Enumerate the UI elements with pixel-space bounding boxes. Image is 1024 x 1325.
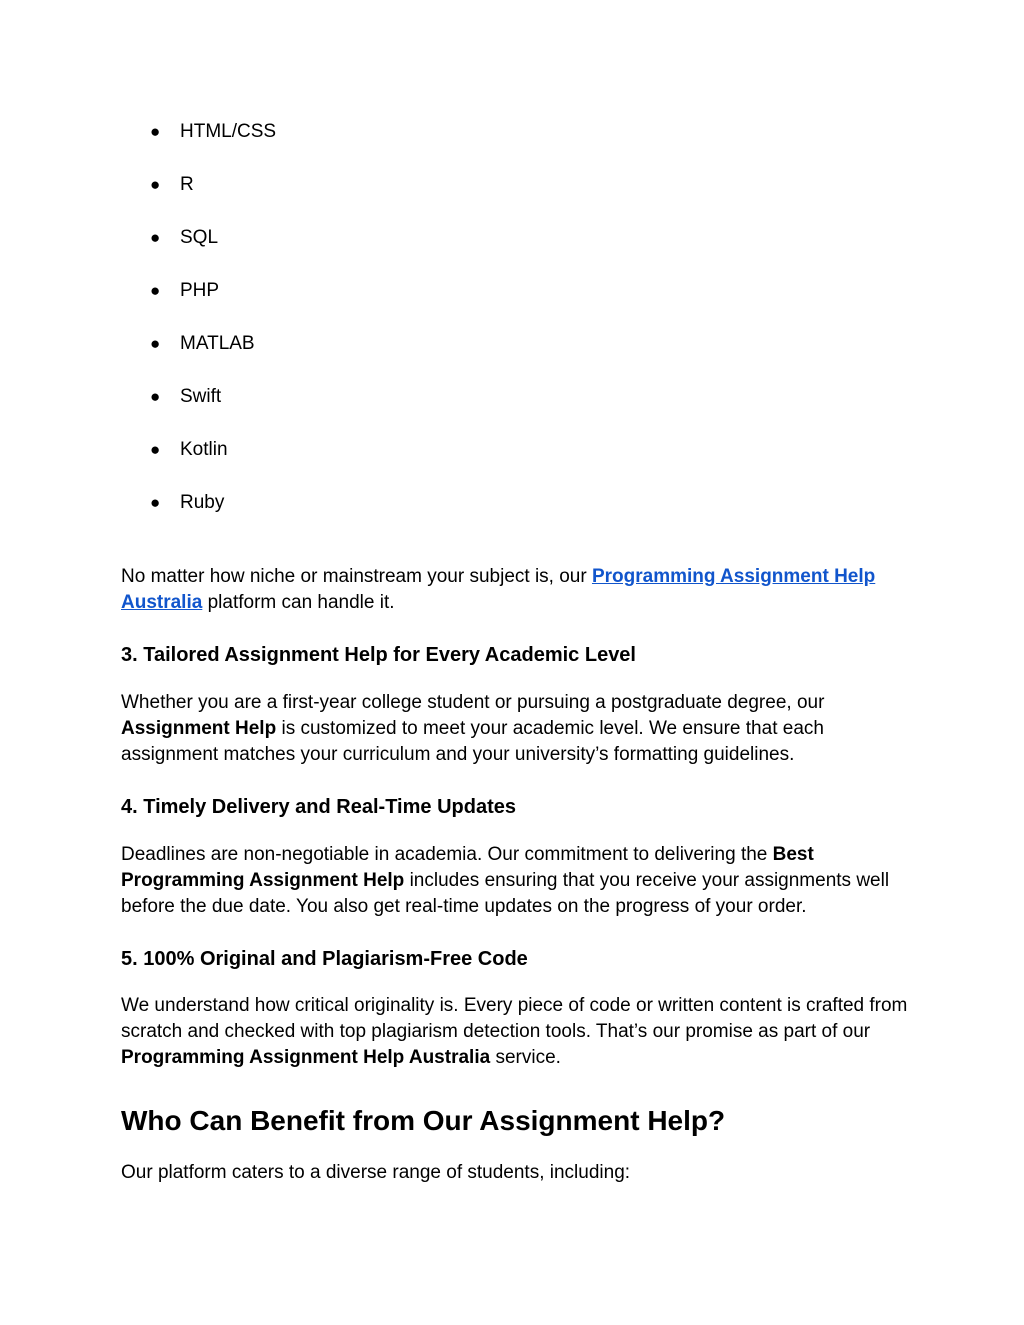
list-item: ● Swift <box>150 383 276 436</box>
programming-assignment-help-australia-link[interactable]: Programming Assignment Help Australia <box>121 566 876 613</box>
bullet-icon: ● <box>150 281 161 300</box>
who-can-benefit-heading: Who Can Benefit from Our Assignment Help? <box>121 1105 726 1136</box>
bullet-icon: ● <box>150 175 161 194</box>
bullet-icon: ● <box>150 334 161 353</box>
bullet-icon: ● <box>150 387 161 406</box>
list-item: ● Ruby <box>150 489 276 542</box>
section-5-heading: 5. 100% Original and Plagiarism-Free Code <box>121 948 528 970</box>
section-3-paragraph: Whether you are a first-year college student or pursuing a postgraduate degree, our Assignment Help is customized to meet your academic level. We ensure that each assignment matches your curriculum and your university’s formatting guidelines. <box>121 692 825 765</box>
section-4-paragraph: Deadlines are non-negotiable in academia. Our commitment to delivering the Best Programming Assignment Help includes ensuring that you receive your assignments well before the due date. You also get real-time updates on the progress of your order. <box>121 844 890 917</box>
list-item: ● Kotlin <box>150 436 276 489</box>
intro-paragraph: No matter how niche or mainstream your subject is, our Programming Assignment Help Australia platform can handle it. <box>121 566 876 613</box>
section-3-heading: 3. Tailored Assignment Help for Every Academic Level <box>121 644 636 666</box>
list-item: ● PHP <box>150 277 276 330</box>
list-item: ● MATLAB <box>150 330 276 383</box>
bullet-icon: ● <box>150 440 161 459</box>
section-4-heading: 4. Timely Delivery and Real-Time Updates <box>121 796 516 818</box>
list-item: ● R <box>150 171 276 224</box>
bullet-icon: ● <box>150 122 161 141</box>
bullet-icon: ● <box>150 228 161 247</box>
who-can-benefit-paragraph: Our platform caters to a diverse range of students, including: <box>121 1162 631 1183</box>
list-item: ● SQL <box>150 224 276 277</box>
list-item: ● HTML/CSS <box>150 118 276 171</box>
language-list <box>150 118 276 542</box>
bullet-icon: ● <box>150 493 161 512</box>
section-5-paragraph: We understand how critical originality is. Every piece of code or written content is crafted from scratch and checked with top plagiarism detection tools. That’s our promise as part of our Programming Assignment Help Australia service. <box>121 995 908 1068</box>
